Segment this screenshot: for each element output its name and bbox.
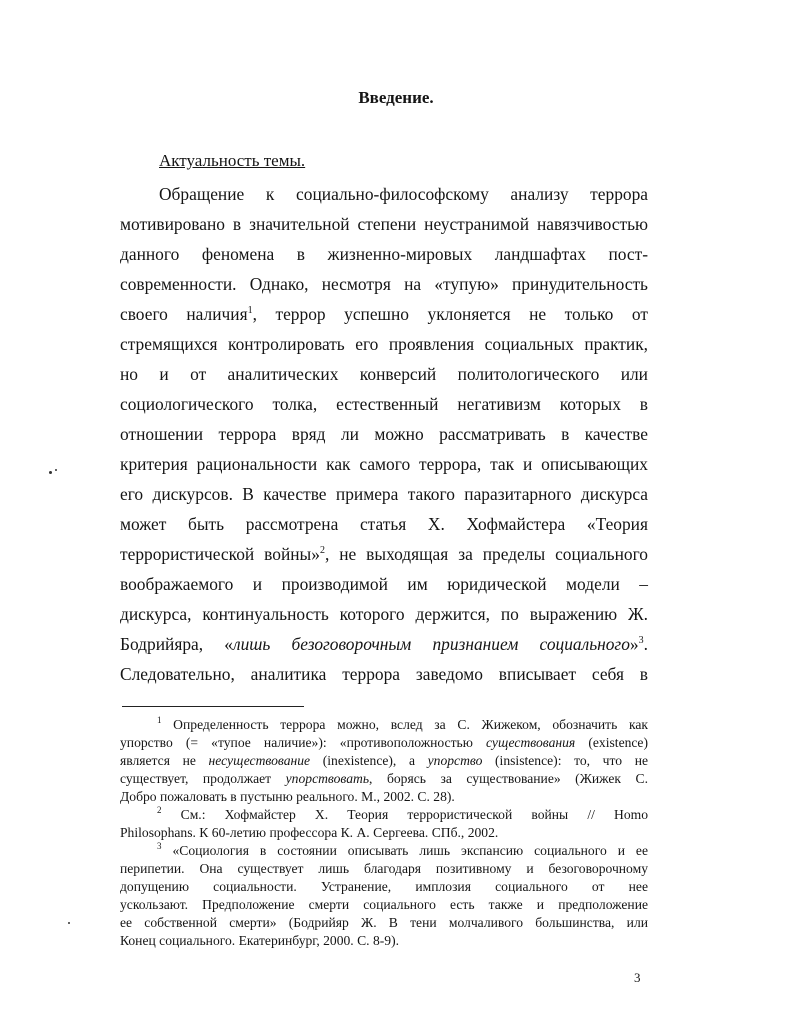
- page-title: Введение.: [358, 88, 434, 107]
- footnote-line: [157, 842, 648, 859]
- scan-speck: [68, 922, 70, 924]
- footnote-ref: 1: [247, 305, 253, 316]
- scan-speck: [49, 471, 52, 474]
- footnote-line: ускользают. Предположение смерти социального есть также и предположение: [120, 897, 648, 912]
- body-line: социологического толка, естественный негативизм которых в: [120, 394, 648, 414]
- footnote-text: упорство (= «тупое наличие»): «противоположностью: [120, 735, 486, 750]
- section-heading: Актуальность темы.: [159, 151, 306, 170]
- footnote-ref: 2: [319, 545, 325, 556]
- body-line: стремящихся контролировать его проявления социальных практик,: [120, 334, 648, 354]
- body-line: воображаемого и производимой им юридической модели –: [120, 574, 648, 594]
- body-line: современности. Однако, несмотря на «тупую» принудительность: [120, 274, 648, 294]
- body-text-span: , не выходящая за пределы социального: [324, 544, 648, 564]
- footnote-text: существует, продолжает: [120, 771, 286, 786]
- body-line: мотивировано в значительной степени неустранимой навязчивостью: [120, 214, 648, 234]
- body-line: дискурса, континуальность которого держится, по выражению Ж.: [120, 604, 648, 624]
- footnote-line: [120, 734, 648, 751]
- body-line: Обращение к социально-философскому анализу террора: [159, 184, 648, 204]
- body-text-span: .: [643, 634, 648, 654]
- footnote-separator: [122, 706, 304, 707]
- footnote-line: [157, 716, 648, 733]
- body-line: но и от аналитических конверсий политологического или: [120, 364, 648, 384]
- body-line: [120, 544, 648, 564]
- footnote-text: (existence): [575, 735, 648, 750]
- body-line: Следовательно, аналитика террора заведомо вписывает себя в: [120, 664, 648, 684]
- body-text-span: своего наличия: [120, 304, 248, 324]
- footnote-line: Конец социального. Екатеринбург, 2000. С. 8-9).: [120, 933, 400, 948]
- footnote-line: Philosophans. К 60-летию профессора К. А. Сергеева. СПб., 2002.: [120, 825, 499, 840]
- footnote-emphasis: упорство: [427, 753, 483, 768]
- body-line: данного феноменa в жизненно-мировых ландшафтах пост-: [120, 244, 648, 264]
- scan-speck: [55, 469, 57, 471]
- footnote-line: перипетии. Она существует лишь благодаря позитивному и безоговорочному: [120, 861, 648, 876]
- footnote-mark: 3: [157, 841, 162, 851]
- footnote-mark: 2: [157, 805, 162, 815]
- footnote-text: (inexistence), а: [310, 753, 428, 768]
- footnote-line: допущению социальности. Устранение, имплозия социального от нее: [120, 879, 648, 894]
- body-line: критерия рациональности как самого террора, так и описывающих: [120, 454, 648, 474]
- footnote-emphasis: несуществование: [208, 753, 311, 768]
- body-line: отношении террора вряд ли можно рассматривать в качестве: [120, 424, 648, 444]
- body-text-span: , террор успешно уклоняется не только от: [252, 304, 648, 324]
- page-number: 3: [634, 970, 641, 985]
- body-line: [120, 634, 648, 654]
- footnote-line: [120, 752, 648, 769]
- body-text-span: »: [629, 634, 639, 654]
- footnote-line: Добро пожаловать в пустыню реального. М., 2002. С. 28).: [120, 789, 455, 804]
- footnote-line: [157, 806, 648, 823]
- body-line: может быть рассмотрена статья Х. Хофмайстера «Теория: [120, 514, 648, 534]
- footnote-mark: 1: [157, 715, 162, 725]
- footnote-text: См.: Хофмайстер Х. Теория террористической войны // Homo: [161, 807, 648, 822]
- body-text-span: Бодрийяра, «: [120, 634, 233, 654]
- body-line: [120, 304, 648, 324]
- footnote-line: [120, 770, 648, 787]
- footnote-emphasis: существования: [485, 735, 576, 750]
- footnote-text: Определенность террора можно, вслед за С. Жижеком, обозначить как: [161, 717, 648, 732]
- footnote-text: (insistence): то, что не: [482, 753, 648, 768]
- footnote-ref: 3: [638, 635, 644, 646]
- footnote-text: «Социология в состоянии описывать лишь экспансию социального и ее: [161, 843, 648, 858]
- body-text-span: террористической войны»: [120, 544, 320, 564]
- footnote-text: , борясь за существование» (Жижек С.: [369, 771, 648, 786]
- footnote-emphasis: упорствовать: [285, 771, 370, 786]
- footnote-text: является не: [120, 753, 209, 768]
- quoted-phrase: лишь безоговорочным признанием социального: [233, 634, 630, 654]
- footnote-line: ее собственной смерти» (Бодрийяр Ж. В тени молчаливого большинства, или: [120, 915, 648, 930]
- body-line: его дискурсов. В качестве примера такого паразитарного дискурса: [120, 484, 648, 504]
